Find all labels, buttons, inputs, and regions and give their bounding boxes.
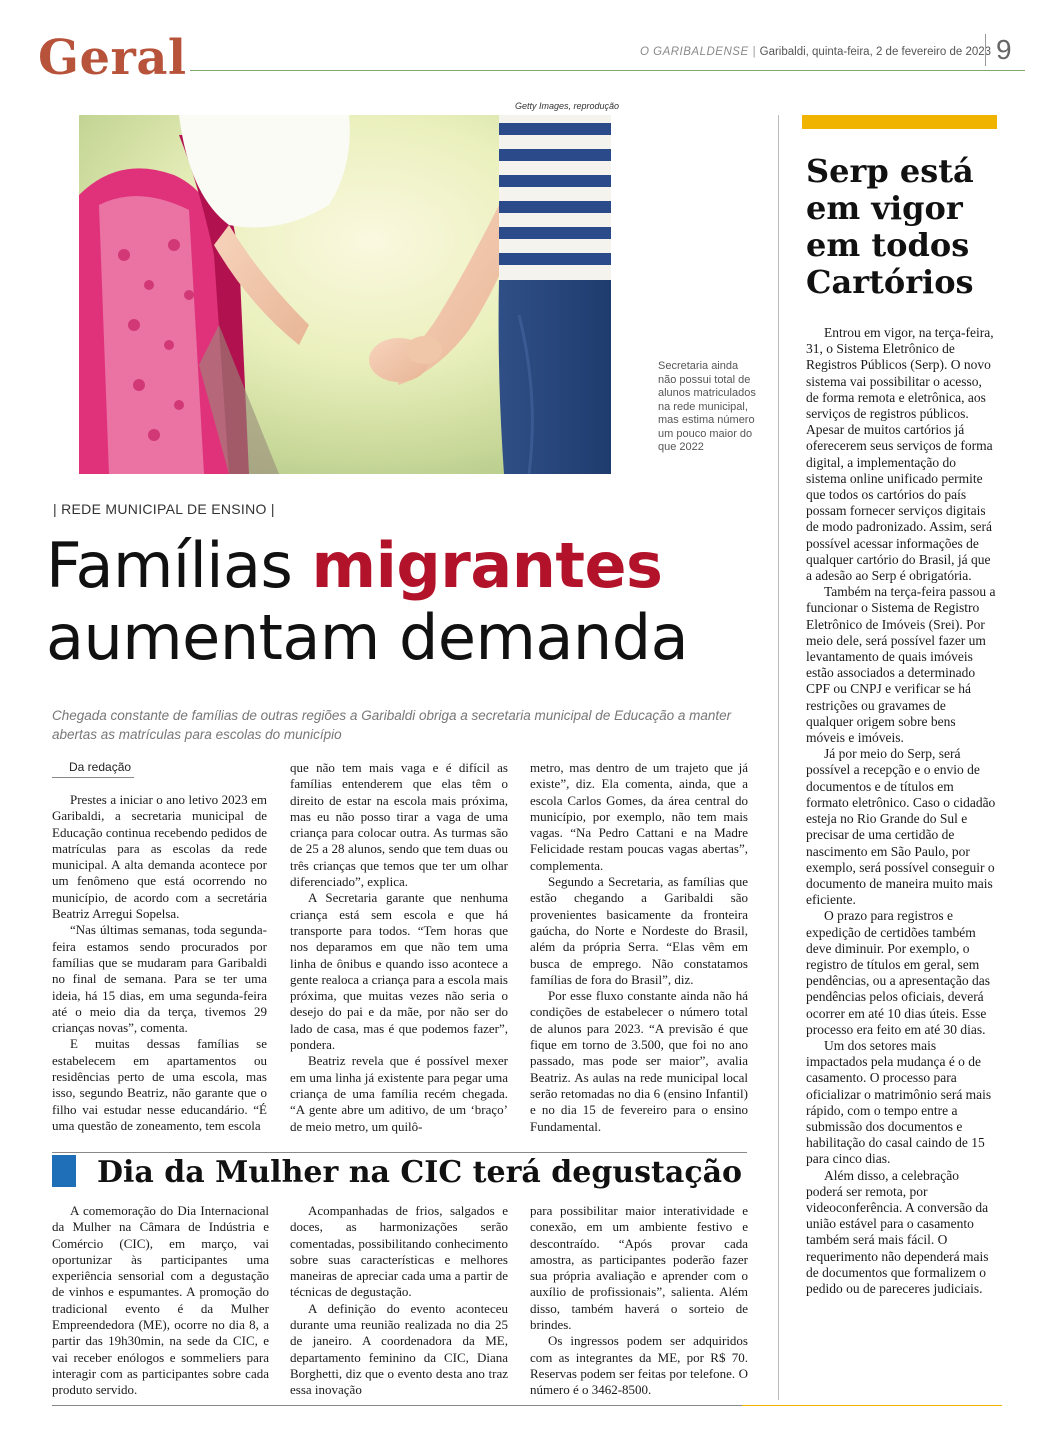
sidebar-headline: Serp está em vigor em todos Cartórios	[806, 152, 974, 301]
byline: Da redação	[52, 760, 134, 778]
paragraph: A comemoração do Dia Internacional da Mulher na Câmara de Indústria e Comércio (CIC), em março, vai oportunizar às participantes uma experiência sensorial com a degustação de vinhos e espumantes. A promoção do tradicional evento é da Mulher Empreendedora (ME), ocorre no dia 8, a partir das 19h30min, na sede da CIC, e vai receber enólogos e sommeliers para interagir com as participantes sobre cada produto servido.	[52, 1203, 269, 1398]
paragraph: Um dos setores mais impactados pela mudança é o de casamento. O processo para oficializar o matrimônio será mais rápido, com o tempo entre a submissão dos documentos e habilitação do casal caindo de 15 para cinco dias.	[806, 1037, 992, 1167]
paragraph: Além disso, a celebração poderá ser remota, por videoconferência. A conversão da união estável para o casamento também será mais fácil. O requerimento não dependerá mais de documentos que formalizem o pedido ou de pareceres judiciais.	[806, 1167, 989, 1296]
header-divider	[190, 70, 1025, 71]
paragraph: A definição do evento aconteceu durante uma reunião realizada no dia 25 de janeiro. A coordenadora da ME, departamento feminino da CIC, Diana Borghetti, diz que o evento desta ano traz essa inovação	[290, 1300, 508, 1398]
paragraph: que não tem mais vaga e é difícil as famílias entenderem que elas têm o direito de estar na escola mais próxima, mas eu não posso tirar a vaga de uma criança para colocar outra. As turmas são de 25 a 28 alunos, sendo que tem duas ou três crianças que temos que ter um olhar diferenciado”, explica.	[290, 760, 508, 890]
paragraph: Entrou em vigor, na terça-feira, 31, o Sistema Eletrônico de Registros Públicos (Serp). O novo sistema vai possibilitar o acesso, de forma remota e eletrônica, aos serviços de registros públicos. Apesar de muitos cartórios já oferecerem seus serviços de forma digital, a implementação do sistema online unificado permite que todos os cartórios do país possam fornecer serviços digitais de modo padronizado. Assim, será possível acessar informações de qualquer cartório do Brasil, já que a adesão ao Serp é obrigatória.	[806, 325, 994, 584]
paragraph: Segundo a Secretaria, as famílias que estão chegando a Garibaldi são provenientes basicamente da fronteira gaúcha, do Norte e Nordeste do Brasil, além da própria Serra. “Elas vêm em busca de emprego. Não constatamos famílias de fora do Brasil”, diz.	[530, 874, 748, 987]
secondary-column-2	[290, 1203, 508, 1399]
main-column-1	[52, 792, 267, 1134]
paragraph: Os ingressos podem ser adquiridos com as integrantes da ME, por R$ 70. Reservas podem ser feitas por telefone. O número é o 3462-8500.	[530, 1333, 748, 1398]
header-meta: O GARIBALDENSE | Garibaldi, quinta-feira, 2 de fevereiro de 2023	[640, 46, 992, 58]
main-column-2	[290, 760, 508, 1135]
photo-caption: Secretaria ainda não possui total de alunos matriculados na rede municipal, mas estima número um pouco maior do que 2022	[658, 360, 756, 453]
secondary-column-3	[530, 1203, 748, 1399]
main-headline	[46, 530, 688, 674]
sidebar-accent-bar	[802, 115, 997, 129]
secondary-headline: Dia da Mulher na CIC terá degustação	[97, 1155, 743, 1190]
photo-credit: Getty Images, reprodução	[515, 101, 620, 111]
article-kicker: | REDE MUNICIPAL DE ENSINO |	[53, 501, 275, 517]
paragraph: Também na terça-feira passou a funcionar o Sistema de Registro Eletrônico de Imóveis (Srei). Por meio dele, será possível fazer um levantamento de quais imóveis estão associados a determinado CPF ou CNPJ e verificar se há restrições ou gravames de qualquer origem sobre bens móveis e imóveis.	[806, 584, 996, 746]
children-holding-hands-image	[79, 115, 611, 474]
paragraph: metro, mas dentro de um trajeto que já existe”, diz. Ela comenta, ainda, que a escola Carlos Gomes, da área central do município, por exemplo, não tem mais vagas. “Na Pedro Cattani e na Madre Felicidade restam poucas vagas abertas”, complementa.	[530, 760, 748, 873]
paragraph: Já por meio do Serp, será possível a recepção e o envio de documentos e de títulos em formato eletrônico. Caso o cidadão esteja no Rio Grande do Sul e precisar de uma certidão de nascimento em São Paulo, por exemplo, será possível conseguir o documento de maneira muito mais eficiente.	[806, 746, 996, 908]
accent-square	[52, 1155, 76, 1187]
paragraph: E muitas dessas famílias se estabelecem em apartamentos ou residências perto de uma escola, mas isso, segundo Beatriz, não garante que o filho vai estudar nesse educandário. “É uma questão de zoneamento, tem escola	[52, 1036, 267, 1133]
paragraph: A Secretaria garante que nenhuma criança está sem escola e que há transporte para todos. “Tem horas que nos deparamos em que não tem uma linha de ônibus e quando isso acontece a gente realoca a criança para a escola mais próxima, que muitas vezes não seria o desejo do pai e da mãe, por não ser do lado de casa, mas é que podemos fazer”, pondera.	[290, 890, 508, 1053]
sidebar-body	[806, 325, 996, 1297]
paragraph: para possibilitar maior interatividade e conexão, em um ambiente festivo e descontraído. “Após provar cada amostra, as participantes poderão fazer sua própria avaliação e aprender com o auxílio de profissionais”, salienta. Além disso, também haverá o sorteio de brindes.	[530, 1203, 748, 1333]
section-divider	[52, 1152, 747, 1153]
footer-rule-left	[52, 1405, 742, 1406]
section-title: Geral	[38, 30, 187, 86]
secondary-column-1	[52, 1203, 269, 1399]
main-photo	[79, 115, 611, 474]
paragraph: Acompanhadas de frios, salgados e doces, as harmonizações serão comentadas, possibilitando conhecimento sobre suas características e melhores maneiras de apreciar cada uma a partir de técnicas de degustação.	[290, 1203, 508, 1300]
dateline: Garibaldi, quinta-feira, 2 de fevereiro de 2023	[759, 46, 992, 58]
headline-line2: aumentam demanda	[46, 601, 689, 674]
paragraph: O prazo para registros e expedição de certidões também deve diminuir. Por exemplo, o registro de títulos em geral, sem pendências, ou a apresentação das pendências pelos oficiais, deverá ocorrer em até 10 dias úteis. Esse processo era feito em até 30 dias.	[806, 908, 991, 1037]
paragraph: Prestes a iniciar o ano letivo 2023 em Garibaldi, a secretaria municipal de Educação continua recebendo pedidos de matrículas para as escolas da rede municipal. A alta demanda acontece por um fenômeno que está ocorrendo no município, de acordo com a secretária Beatriz Arregui Sopelsa.	[52, 792, 267, 922]
headline-part1: Famílias	[46, 529, 312, 602]
paragraph: Por esse fluxo constante ainda não há condições de estabelecer o número total de alunos para 2023. “A previsão é que fique em torno de 3.500, que foi no ano passado, mas pode ser maior”, avalia Beatriz. As aulas na rede municipal local serão retomadas no dia 6 (ensino Infantil) e no dia 15 de fevereiro para o ensino Fundamental.	[530, 988, 748, 1134]
newspaper-name: O GARIBALDENSE	[640, 46, 749, 58]
sidebar-divider	[778, 115, 779, 1400]
main-column-3	[530, 760, 748, 1135]
paragraph: “Nas últimas semanas, toda segunda-feira estamos sendo procurados por famílias que se mudaram para Garibaldi no final de semana. Para se ter uma ideia, há 15 dias, em uma segunda-feira até o meio dia da terça, tivemos 29 crianças novas”, comenta.	[52, 922, 267, 1036]
article-subhead: Chegada constante de famílias de outras regiões a Garibaldi obriga a secretaria municipal de Educação a manter abertas as matrículas para escolas do município	[52, 708, 732, 742]
headline-highlight: migrantes	[311, 529, 663, 602]
page-number: 9	[985, 34, 1012, 66]
paragraph: Beatriz revela que é possível mexer em uma linha já existente para pegar uma criança de uma família recém chegada. “A gente abre um aditivo, de um ‘braço’ de meio metro, um quilô-	[290, 1053, 508, 1134]
